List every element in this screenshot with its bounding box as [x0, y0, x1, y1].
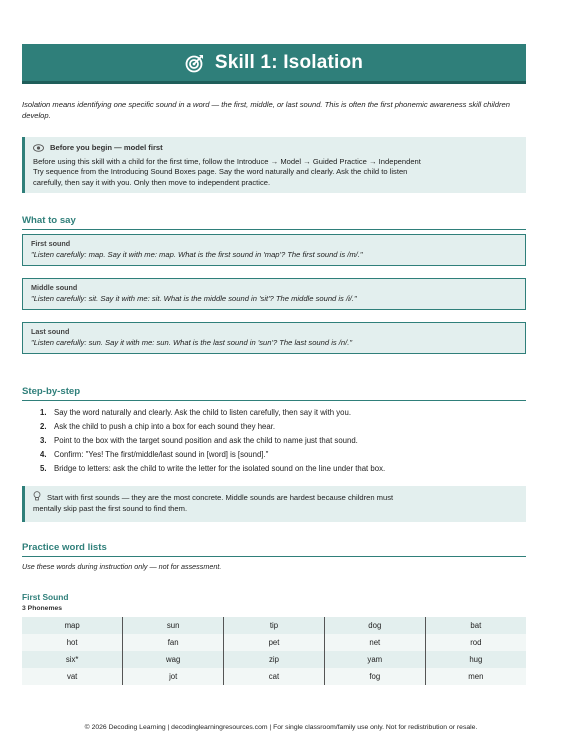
footer-text: © 2026 Decoding Learning | decodinglearningresources.com | For single classroom/family use only. Not for redistribution or resale.: [84, 724, 478, 731]
step-item: 4. Confirm: "Yes! The first/middle/last sound in [word] is [sound].": [40, 450, 269, 459]
table-cell: zip: [224, 651, 325, 668]
callout-body-line: Try sequence from the Introducing Sound Boxes page. Say the word naturally and clearly. Ask the child to listen: [33, 167, 408, 176]
title-banner: [22, 44, 526, 84]
lightbulb-icon: [33, 491, 41, 501]
phonemes-label: 3 Phonemes: [22, 605, 63, 612]
table-cell: bat: [425, 617, 526, 634]
table-cell: hug: [425, 651, 526, 668]
target-icon: [185, 53, 205, 73]
word-table: [22, 617, 526, 685]
table-cell: yam: [324, 651, 425, 668]
table-cell: pet: [224, 634, 325, 651]
practice-note: Use these words during instruction only — not for assessment.: [22, 562, 222, 571]
step-item: 5. Bridge to letters: ask the child to write the letter for the isolated sound on the line under that box.: [40, 464, 386, 473]
section-title-practice: Practice word lists: [22, 542, 526, 557]
table-cell: jot: [123, 668, 224, 685]
table-row: [22, 617, 526, 634]
subsection-title-first-sound: First Sound: [22, 592, 69, 602]
callout-heading-text: Before you begin — model first: [50, 143, 163, 152]
table-cell: fan: [123, 634, 224, 651]
table-row: [22, 668, 526, 685]
say-box-label: Middle sound: [31, 283, 78, 292]
step-item: 2. Ask the child to push a chip into a box for each sound they hear.: [40, 422, 276, 431]
step-item: 1. Say the word naturally and clearly. Ask the child to listen carefully, then say it with you.: [40, 408, 352, 417]
tip-callout: [22, 486, 526, 522]
page-title: Skill 1: Isolation: [214, 51, 364, 73]
callout-body-line: carefully, then say it with you. Only then move to independent practice.: [33, 177, 271, 187]
table-cell: dog: [324, 617, 425, 634]
table-cell: net: [324, 634, 425, 651]
table-cell: map: [22, 617, 123, 634]
table-cell: sun: [123, 617, 224, 634]
section-title-step-by-step: Step-by-step: [22, 386, 526, 401]
table-cell: fog: [324, 668, 425, 685]
section-title-what-to-say: What to say: [22, 215, 526, 230]
first-sound-box: [22, 234, 526, 266]
tip-line: Start with first sounds — they are the most concrete. Middle sounds are hardest because children must: [33, 491, 518, 504]
callout-heading: [33, 143, 518, 154]
table-row: [22, 651, 526, 668]
table-cell: tip: [224, 617, 325, 634]
say-box-label: First sound: [31, 239, 71, 248]
say-box-quote: "Listen carefully: map. Say it with me: map. What is the first sound in 'map'? The first sound is /m/.": [31, 250, 363, 259]
middle-sound-box: [22, 278, 526, 310]
table-cell: rod: [425, 634, 526, 651]
table-cell: men: [425, 668, 526, 685]
table-cell: six*: [22, 651, 123, 668]
table-cell: vat: [22, 668, 123, 685]
say-box-quote: "Listen carefully: sit. Say it with me: sit. What is the middle sound in 'sit'? The middle sound is /i/.": [31, 294, 357, 303]
step-item: 3. Point to the box with the target sound position and ask the child to name just that sound.: [40, 436, 358, 445]
table-cell: hot: [22, 634, 123, 651]
tip-line: mentally skip past the first sound to find them.: [33, 503, 188, 513]
callout-body-line: Before using this skill with a child for the first time, follow the Introduce → Model → Guided Practice → Independent: [33, 156, 421, 166]
before-you-begin-callout: [22, 137, 526, 193]
step-list: [40, 406, 526, 476]
eye-icon: [33, 144, 44, 152]
say-box-quote: "Listen carefully: sun. Say it with me: sun. What is the last sound in 'sun'? The last sound is /n/.": [31, 338, 353, 347]
table-row: [22, 634, 526, 651]
table-cell: wag: [123, 651, 224, 668]
intro-text: Isolation means identifying one specific sound in a word — the first, middle, or last sound. This is often the first phonemic awareness skill children develop.: [22, 100, 510, 120]
say-box-label: Last sound: [31, 327, 70, 336]
last-sound-box: [22, 322, 526, 354]
table-cell: cat: [224, 668, 325, 685]
